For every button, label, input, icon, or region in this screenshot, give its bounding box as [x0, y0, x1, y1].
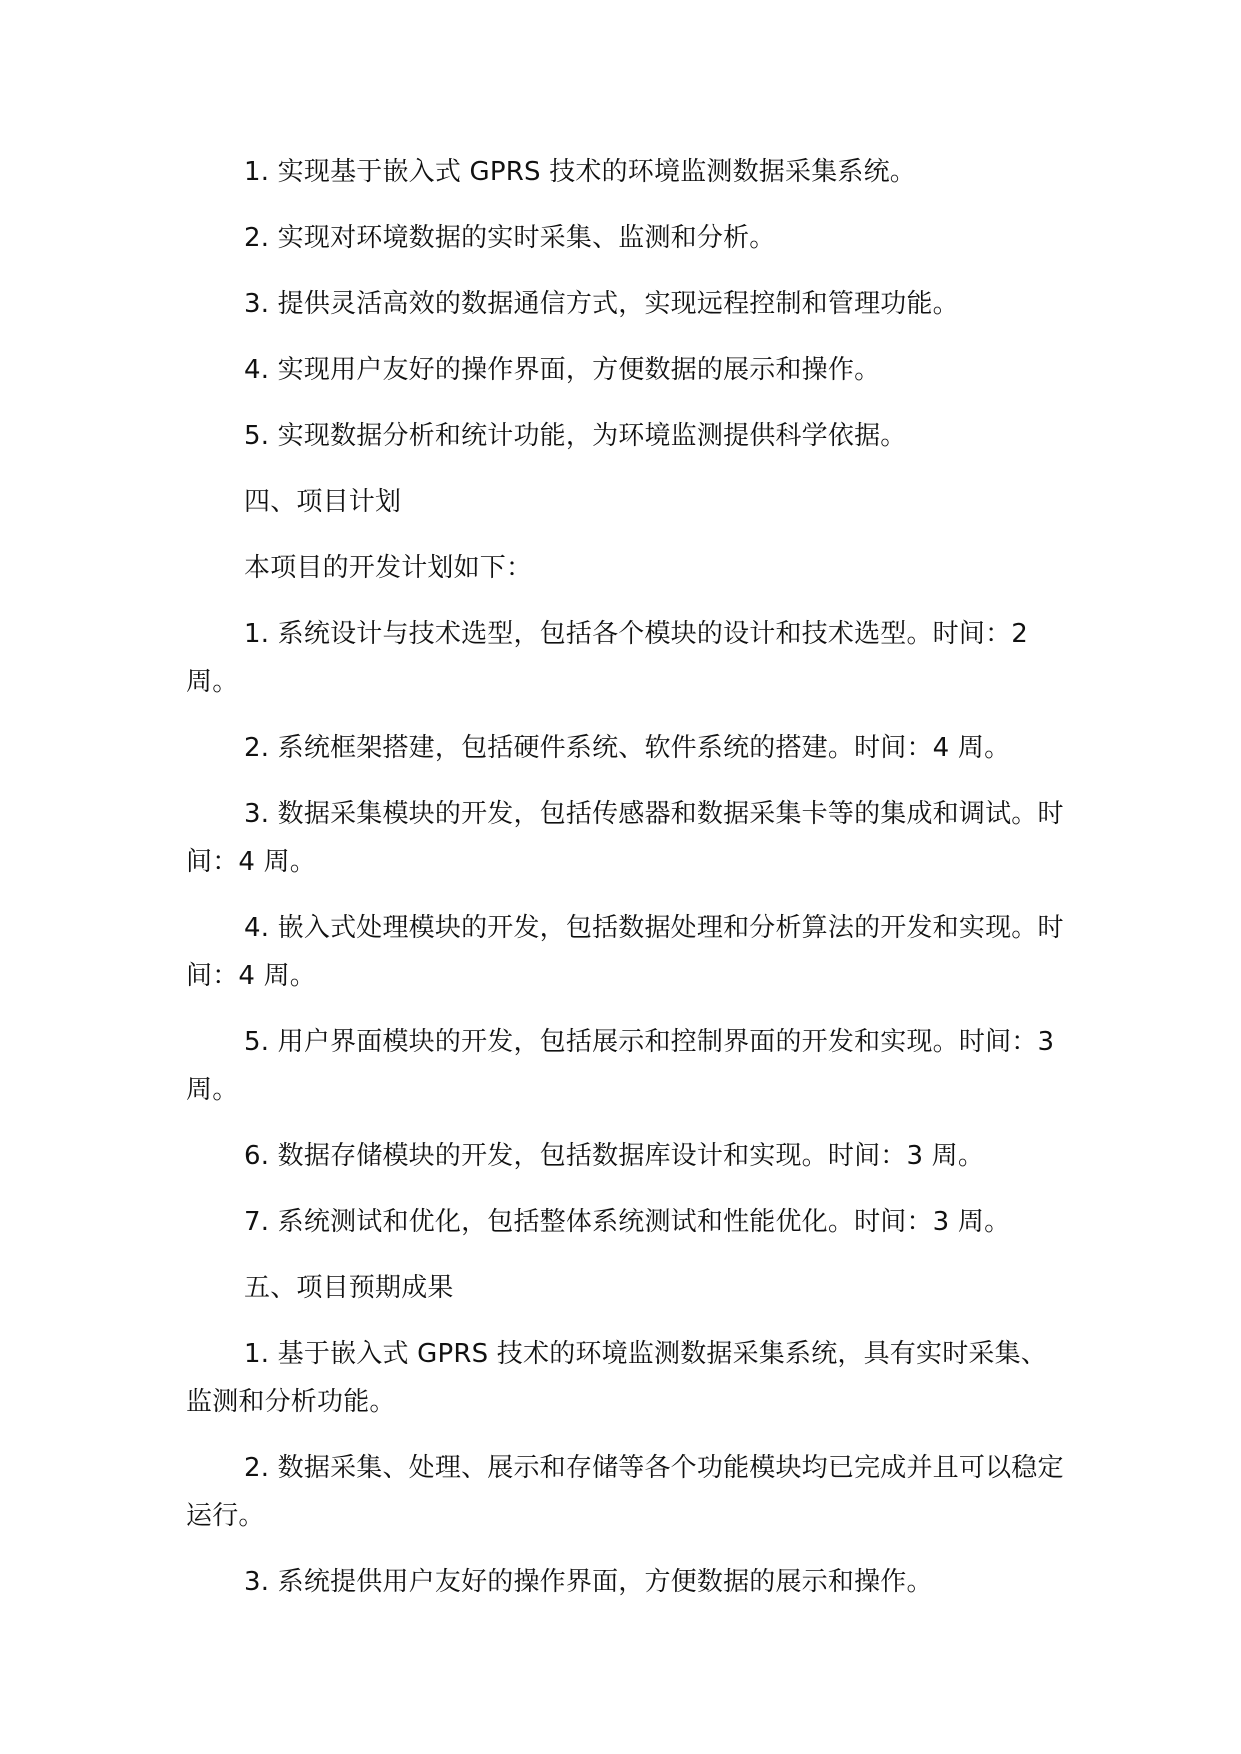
paragraph-plan-intro: 本项目的开发计划如下： [244, 553, 533, 583]
paragraph-plan-1: 1. 系统设计与技术选型，包括各个模块的设计和技术选型。时间：2 周。 [186, 619, 1029, 697]
paragraph-plan-4: 4. 嵌入式处理模块的开发，包括数据处理和分析算法的开发和实现。时间：4 周。 [186, 913, 1064, 991]
section-heading-outcomes: 五、项目预期成果 [244, 1273, 454, 1303]
paragraph-goal-3: 3. 提供灵活高效的数据通信方式，实现远程控制和管理功能。 [244, 289, 959, 319]
paragraph-plan-5: 5. 用户界面模块的开发，包括展示和控制界面的开发和实现。时间：3 周。 [186, 1027, 1055, 1105]
paragraph-plan-7: 7. 系统测试和优化，包括整体系统测试和性能优化。时间：3 周。 [244, 1207, 1011, 1237]
paragraph-goal-1: 1. 实现基于嵌入式 GPRS 技术的环境监测数据采集系统。 [244, 157, 916, 187]
paragraph-plan-2: 2. 系统框架搭建，包括硬件系统、软件系统的搭建。时间：4 周。 [244, 733, 1011, 763]
paragraph-plan-6: 6. 数据存储模块的开发，包括数据库设计和实现。时间：3 周。 [244, 1141, 985, 1171]
paragraph-goal-5: 5. 实现数据分析和统计功能，为环境监测提供科学依据。 [244, 421, 907, 451]
paragraph-outcome-1: 1. 基于嵌入式 GPRS 技术的环境监测数据采集系统，具有实时采集、监测和分析功能。 [186, 1339, 1047, 1417]
paragraph-goal-2: 2. 实现对环境数据的实时采集、监测和分析。 [244, 223, 776, 253]
document-body [186, 148, 1068, 1606]
paragraph-outcome-2: 2. 数据采集、处理、展示和存储等各个功能模块均已完成并且可以稳定运行。 [186, 1453, 1064, 1531]
section-heading-plan: 四、项目计划 [244, 487, 402, 517]
paragraph-outcome-3: 3. 系统提供用户友好的操作界面，方便数据的展示和操作。 [244, 1567, 933, 1597]
paragraph-plan-3: 3. 数据采集模块的开发，包括传感器和数据采集卡等的集成和调试。时间：4 周。 [186, 799, 1064, 877]
paragraph-goal-4: 4. 实现用户友好的操作界面，方便数据的展示和操作。 [244, 355, 881, 385]
